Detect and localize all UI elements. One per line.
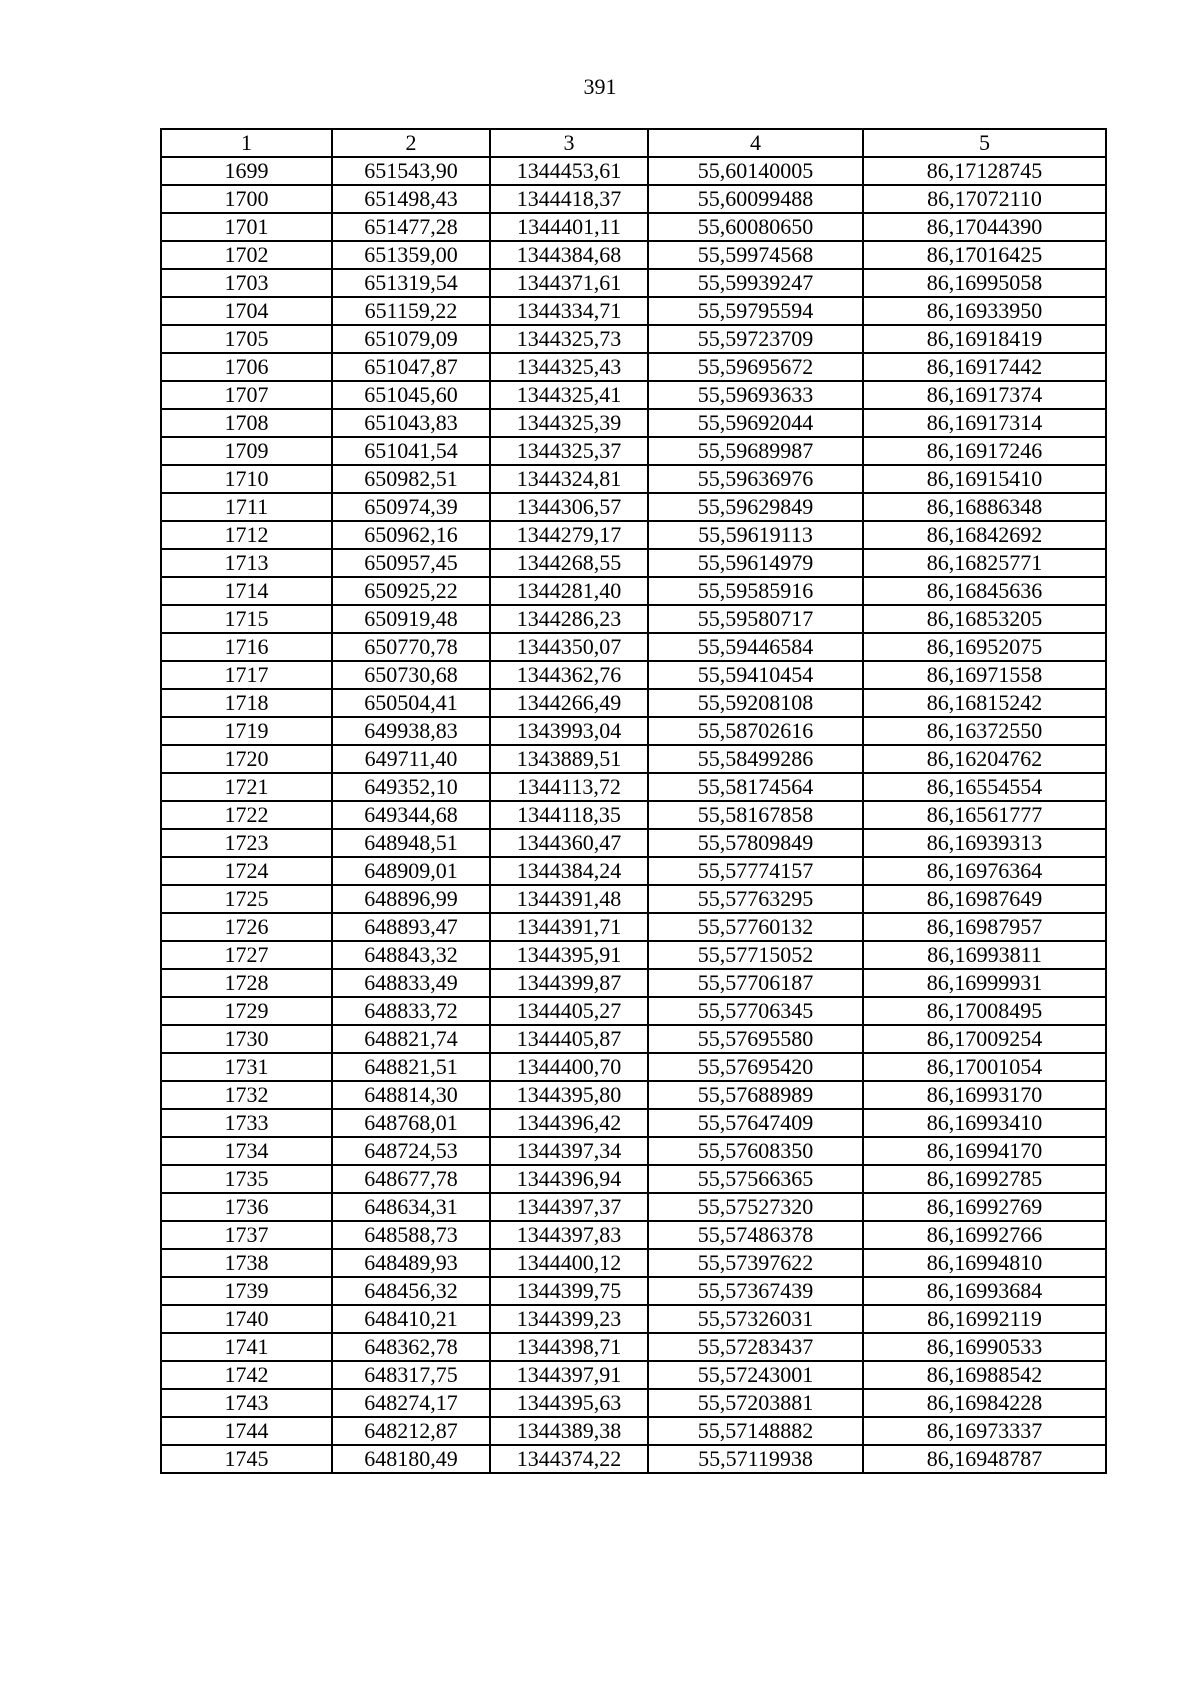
table-row <box>161 913 1106 941</box>
table-cell: 1731 <box>161 1053 332 1081</box>
table-row <box>161 1081 1106 1109</box>
table-row <box>161 857 1106 885</box>
table-cell: 648821,74 <box>332 1025 490 1053</box>
table-cell: 86,16993684 <box>863 1277 1106 1305</box>
table-row <box>161 1193 1106 1221</box>
table-cell: 86,16917246 <box>863 437 1106 465</box>
table-cell: 1736 <box>161 1193 332 1221</box>
table-cell: 86,16971558 <box>863 661 1106 689</box>
table-cell: 86,16988542 <box>863 1361 1106 1389</box>
table-cell: 86,16995058 <box>863 269 1106 297</box>
table-cell: 1721 <box>161 773 332 801</box>
table-cell: 648893,47 <box>332 913 490 941</box>
table-cell: 55,59939247 <box>648 269 863 297</box>
table-cell: 86,17009254 <box>863 1025 1106 1053</box>
table-cell: 86,16845636 <box>863 577 1106 605</box>
table-cell: 1344118,35 <box>490 801 648 829</box>
table-cell: 648833,72 <box>332 997 490 1025</box>
table-cell: 1715 <box>161 605 332 633</box>
table-cell: 1344113,72 <box>490 773 648 801</box>
table-cell: 1344397,37 <box>490 1193 648 1221</box>
table-cell: 1344401,11 <box>490 213 648 241</box>
table-cell: 55,57486378 <box>648 1221 863 1249</box>
table-cell: 86,16918419 <box>863 325 1106 353</box>
table-cell: 55,57695420 <box>648 1053 863 1081</box>
table-cell: 1723 <box>161 829 332 857</box>
table-row <box>161 1305 1106 1333</box>
table-row <box>161 1221 1106 1249</box>
table-cell: 55,57527320 <box>648 1193 863 1221</box>
table-cell: 648724,53 <box>332 1137 490 1165</box>
table-cell: 55,59410454 <box>648 661 863 689</box>
table-cell: 86,16372550 <box>863 717 1106 745</box>
table-cell: 1699 <box>161 157 332 185</box>
table-cell: 1727 <box>161 941 332 969</box>
table-cell: 1705 <box>161 325 332 353</box>
table-cell: 1709 <box>161 437 332 465</box>
table-cell: 650982,51 <box>332 465 490 493</box>
table-cell: 648768,01 <box>332 1109 490 1137</box>
table-cell: 55,58499286 <box>648 745 863 773</box>
table-cell: 648317,75 <box>332 1361 490 1389</box>
table-cell: 55,57695580 <box>648 1025 863 1053</box>
table-cell: 55,57688989 <box>648 1081 863 1109</box>
table-cell: 1344399,23 <box>490 1305 648 1333</box>
table-cell: 1344405,27 <box>490 997 648 1025</box>
table-cell: 86,16917442 <box>863 353 1106 381</box>
table-cell: 1344374,22 <box>490 1445 648 1473</box>
table-row <box>161 801 1106 829</box>
table-cell: 1344453,61 <box>490 157 648 185</box>
table-cell: 55,57608350 <box>648 1137 863 1165</box>
table-cell: 86,16993811 <box>863 941 1106 969</box>
table-row <box>161 353 1106 381</box>
table-row <box>161 493 1106 521</box>
table-cell: 1733 <box>161 1109 332 1137</box>
table-cell: 1344350,07 <box>490 633 648 661</box>
table-row <box>161 997 1106 1025</box>
table-cell: 648896,99 <box>332 885 490 913</box>
table-cell: 1344398,71 <box>490 1333 648 1361</box>
table-cell: 651498,43 <box>332 185 490 213</box>
table-cell: 1344405,87 <box>490 1025 648 1053</box>
table-cell: 648410,21 <box>332 1305 490 1333</box>
table-cell: 651043,83 <box>332 409 490 437</box>
table-cell: 1724 <box>161 857 332 885</box>
table-cell: 86,16994170 <box>863 1137 1106 1165</box>
table-cell: 1344395,91 <box>490 941 648 969</box>
coordinates-table <box>160 128 1107 1474</box>
table-cell: 1740 <box>161 1305 332 1333</box>
table-cell: 86,16554554 <box>863 773 1106 801</box>
table-cell: 648362,78 <box>332 1333 490 1361</box>
table-row <box>161 437 1106 465</box>
table-row <box>161 1025 1106 1053</box>
table-cell: 649711,40 <box>332 745 490 773</box>
table-cell: 86,16992119 <box>863 1305 1106 1333</box>
table-cell: 1741 <box>161 1333 332 1361</box>
table-cell: 1344399,75 <box>490 1277 648 1305</box>
table-cell: 1730 <box>161 1025 332 1053</box>
table-cell: 648833,49 <box>332 969 490 997</box>
column-header: 5 <box>863 129 1106 157</box>
table-cell: 55,59208108 <box>648 689 863 717</box>
table-cell: 1344325,37 <box>490 437 648 465</box>
table-cell: 1716 <box>161 633 332 661</box>
table-row <box>161 1277 1106 1305</box>
table-cell: 1344325,41 <box>490 381 648 409</box>
table-cell: 86,16939313 <box>863 829 1106 857</box>
table-cell: 650957,45 <box>332 549 490 577</box>
table-cell: 651047,87 <box>332 353 490 381</box>
column-header: 3 <box>490 129 648 157</box>
table-cell: 86,16992785 <box>863 1165 1106 1193</box>
table-cell: 55,57119938 <box>648 1445 863 1473</box>
table-cell: 648948,51 <box>332 829 490 857</box>
table-cell: 1344395,63 <box>490 1389 648 1417</box>
table-row <box>161 269 1106 297</box>
table-cell: 86,16853205 <box>863 605 1106 633</box>
table-row <box>161 1165 1106 1193</box>
table-cell: 648814,30 <box>332 1081 490 1109</box>
column-header: 2 <box>332 129 490 157</box>
table-cell: 649938,83 <box>332 717 490 745</box>
table-cell: 86,16933950 <box>863 297 1106 325</box>
table-row <box>161 409 1106 437</box>
table-cell: 1344396,94 <box>490 1165 648 1193</box>
table-cell: 86,16984228 <box>863 1389 1106 1417</box>
table-cell: 55,57148882 <box>648 1417 863 1445</box>
table-cell: 1344279,17 <box>490 521 648 549</box>
table-row <box>161 1249 1106 1277</box>
table-header-row <box>161 129 1106 157</box>
table-cell: 650962,16 <box>332 521 490 549</box>
table-cell: 86,17001054 <box>863 1053 1106 1081</box>
table-cell: 55,58167858 <box>648 801 863 829</box>
table-cell: 1344384,68 <box>490 241 648 269</box>
table-cell: 86,17016425 <box>863 241 1106 269</box>
table-row <box>161 213 1106 241</box>
table-cell: 1344397,83 <box>490 1221 648 1249</box>
table-cell: 1734 <box>161 1137 332 1165</box>
table-cell: 55,59723709 <box>648 325 863 353</box>
table-cell: 86,16973337 <box>863 1417 1106 1445</box>
table-cell: 55,57774157 <box>648 857 863 885</box>
table-row <box>161 1137 1106 1165</box>
column-header: 1 <box>161 129 332 157</box>
table-cell: 1710 <box>161 465 332 493</box>
table-row <box>161 969 1106 997</box>
table-cell: 1735 <box>161 1165 332 1193</box>
table-cell: 651359,00 <box>332 241 490 269</box>
table-cell: 1704 <box>161 297 332 325</box>
table-cell: 650770,78 <box>332 633 490 661</box>
table-row <box>161 381 1106 409</box>
table-cell: 1739 <box>161 1277 332 1305</box>
table-cell: 650974,39 <box>332 493 490 521</box>
table-body <box>161 157 1106 1473</box>
table-cell: 648909,01 <box>332 857 490 885</box>
table-cell: 1738 <box>161 1249 332 1277</box>
table-cell: 1711 <box>161 493 332 521</box>
table-cell: 651543,90 <box>332 157 490 185</box>
table-cell: 648456,32 <box>332 1277 490 1305</box>
table-cell: 86,16886348 <box>863 493 1106 521</box>
table-cell: 648843,32 <box>332 941 490 969</box>
table-cell: 1729 <box>161 997 332 1025</box>
table-row <box>161 605 1106 633</box>
table-cell: 1719 <box>161 717 332 745</box>
table-cell: 55,59692044 <box>648 409 863 437</box>
table-cell: 1344362,76 <box>490 661 648 689</box>
table-cell: 648588,73 <box>332 1221 490 1249</box>
table-cell: 1344371,61 <box>490 269 648 297</box>
table-cell: 55,58174564 <box>648 773 863 801</box>
table-cell: 1713 <box>161 549 332 577</box>
table-cell: 55,59636976 <box>648 465 863 493</box>
table-row <box>161 773 1106 801</box>
table-cell: 649352,10 <box>332 773 490 801</box>
table-cell: 1343889,51 <box>490 745 648 773</box>
table-row <box>161 577 1106 605</box>
table-row <box>161 829 1106 857</box>
table-row <box>161 297 1106 325</box>
table-cell: 648634,31 <box>332 1193 490 1221</box>
table-row <box>161 717 1106 745</box>
table-cell: 1743 <box>161 1389 332 1417</box>
table-row <box>161 157 1106 185</box>
table-cell: 86,17072110 <box>863 185 1106 213</box>
table-cell: 55,59629849 <box>648 493 863 521</box>
table-cell: 1344306,57 <box>490 493 648 521</box>
table-cell: 1344324,81 <box>490 465 648 493</box>
table-row <box>161 521 1106 549</box>
table-cell: 55,57203881 <box>648 1389 863 1417</box>
table-cell: 86,16999931 <box>863 969 1106 997</box>
table-cell: 86,16992766 <box>863 1221 1106 1249</box>
table-cell: 55,59795594 <box>648 297 863 325</box>
table-cell: 55,57397622 <box>648 1249 863 1277</box>
table-cell: 55,57326031 <box>648 1305 863 1333</box>
table-row <box>161 241 1106 269</box>
table-cell: 1703 <box>161 269 332 297</box>
table-cell: 1344418,37 <box>490 185 648 213</box>
table-cell: 1344325,43 <box>490 353 648 381</box>
table-cell: 1344325,39 <box>490 409 648 437</box>
table-cell: 55,60140005 <box>648 157 863 185</box>
table-cell: 651477,28 <box>332 213 490 241</box>
table-cell: 86,16815242 <box>863 689 1106 717</box>
table-row <box>161 1389 1106 1417</box>
table-row <box>161 745 1106 773</box>
table-row <box>161 465 1106 493</box>
table-cell: 1714 <box>161 577 332 605</box>
table-cell: 55,59446584 <box>648 633 863 661</box>
table-cell: 86,17128745 <box>863 157 1106 185</box>
table-cell: 1344360,47 <box>490 829 648 857</box>
table-cell: 1344281,40 <box>490 577 648 605</box>
table-cell: 648489,93 <box>332 1249 490 1277</box>
table-cell: 1344397,34 <box>490 1137 648 1165</box>
table-cell: 55,60099488 <box>648 185 863 213</box>
table-cell: 55,57809849 <box>648 829 863 857</box>
table-cell: 1742 <box>161 1361 332 1389</box>
table-row <box>161 1053 1106 1081</box>
table-cell: 1344399,87 <box>490 969 648 997</box>
table-cell: 55,57243001 <box>648 1361 863 1389</box>
table-cell: 86,16993170 <box>863 1081 1106 1109</box>
table-cell: 55,57566365 <box>648 1165 863 1193</box>
table-cell: 648212,87 <box>332 1417 490 1445</box>
table-cell: 55,60080650 <box>648 213 863 241</box>
table-cell: 1745 <box>161 1445 332 1473</box>
table-cell: 1344391,48 <box>490 885 648 913</box>
table-cell: 55,59974568 <box>648 241 863 269</box>
table-cell: 1702 <box>161 241 332 269</box>
table-cell: 651159,22 <box>332 297 490 325</box>
table-cell: 651041,54 <box>332 437 490 465</box>
table-cell: 1700 <box>161 185 332 213</box>
table-cell: 1728 <box>161 969 332 997</box>
table-cell: 1707 <box>161 381 332 409</box>
table-cell: 1712 <box>161 521 332 549</box>
table-cell: 1344400,70 <box>490 1053 648 1081</box>
table-cell: 1720 <box>161 745 332 773</box>
table-row <box>161 633 1106 661</box>
table-row <box>161 1445 1106 1473</box>
table-cell: 651045,60 <box>332 381 490 409</box>
table-cell: 1344397,91 <box>490 1361 648 1389</box>
table-cell: 86,16990533 <box>863 1333 1106 1361</box>
table-row <box>161 549 1106 577</box>
table-cell: 1344266,49 <box>490 689 648 717</box>
table-cell: 1718 <box>161 689 332 717</box>
table-cell: 648274,17 <box>332 1389 490 1417</box>
table-cell: 1344384,24 <box>490 857 648 885</box>
table-cell: 1344400,12 <box>490 1249 648 1277</box>
table-cell: 86,16917374 <box>863 381 1106 409</box>
table-cell: 55,57715052 <box>648 941 863 969</box>
table-cell: 55,57760132 <box>648 913 863 941</box>
table-cell: 648821,51 <box>332 1053 490 1081</box>
table-cell: 86,16993410 <box>863 1109 1106 1137</box>
table-cell: 650504,41 <box>332 689 490 717</box>
table-row <box>161 885 1106 913</box>
table-cell: 86,16915410 <box>863 465 1106 493</box>
table-row <box>161 325 1106 353</box>
table-cell: 1744 <box>161 1417 332 1445</box>
table-row <box>161 185 1106 213</box>
table-cell: 86,16561777 <box>863 801 1106 829</box>
table-cell: 1344325,73 <box>490 325 648 353</box>
table-cell: 86,16976364 <box>863 857 1106 885</box>
table-row <box>161 1333 1106 1361</box>
table-cell: 86,16948787 <box>863 1445 1106 1473</box>
table-cell: 1344396,42 <box>490 1109 648 1137</box>
table-cell: 86,16994810 <box>863 1249 1106 1277</box>
table-row <box>161 1109 1106 1137</box>
table-cell: 86,17044390 <box>863 213 1106 241</box>
table-cell: 650925,22 <box>332 577 490 605</box>
table-cell: 1344286,23 <box>490 605 648 633</box>
table-cell: 55,57647409 <box>648 1109 863 1137</box>
table-cell: 55,59619113 <box>648 521 863 549</box>
table-cell: 55,57367439 <box>648 1277 863 1305</box>
table-cell: 1725 <box>161 885 332 913</box>
table-cell: 86,16952075 <box>863 633 1106 661</box>
table-cell: 1708 <box>161 409 332 437</box>
table-cell: 86,17008495 <box>863 997 1106 1025</box>
table-cell: 86,16987649 <box>863 885 1106 913</box>
table-cell: 55,57706345 <box>648 997 863 1025</box>
table-cell: 1344334,71 <box>490 297 648 325</box>
table-cell: 86,16987957 <box>863 913 1106 941</box>
table-cell: 86,16992769 <box>863 1193 1106 1221</box>
table-cell: 55,59585916 <box>648 577 863 605</box>
table-cell: 1344395,80 <box>490 1081 648 1109</box>
table-cell: 650730,68 <box>332 661 490 689</box>
table-cell: 55,57706187 <box>648 969 863 997</box>
table-cell: 55,59693633 <box>648 381 863 409</box>
table-cell: 1717 <box>161 661 332 689</box>
table-cell: 1722 <box>161 801 332 829</box>
table-cell: 650919,48 <box>332 605 490 633</box>
page-number: 391 <box>583 74 617 99</box>
table-cell: 55,57283437 <box>648 1333 863 1361</box>
table-cell: 1344391,71 <box>490 913 648 941</box>
table-cell: 651319,54 <box>332 269 490 297</box>
table-cell: 86,16917314 <box>863 409 1106 437</box>
table-cell: 1706 <box>161 353 332 381</box>
table-cell: 86,16825771 <box>863 549 1106 577</box>
table-cell: 86,16842692 <box>863 521 1106 549</box>
table-cell: 55,59695672 <box>648 353 863 381</box>
table-cell: 1344389,38 <box>490 1417 648 1445</box>
table-cell: 1732 <box>161 1081 332 1109</box>
table-row <box>161 1361 1106 1389</box>
table-cell: 1726 <box>161 913 332 941</box>
table-cell: 1737 <box>161 1221 332 1249</box>
table-row <box>161 661 1106 689</box>
table-cell: 1343993,04 <box>490 717 648 745</box>
table-cell: 55,59689987 <box>648 437 863 465</box>
table-cell: 649344,68 <box>332 801 490 829</box>
column-header: 4 <box>648 129 863 157</box>
table-row <box>161 1417 1106 1445</box>
table-cell: 651079,09 <box>332 325 490 353</box>
table-cell: 55,57763295 <box>648 885 863 913</box>
table-cell: 55,59614979 <box>648 549 863 577</box>
table-cell: 86,16204762 <box>863 745 1106 773</box>
table-cell: 648677,78 <box>332 1165 490 1193</box>
table-cell: 1701 <box>161 213 332 241</box>
table-cell: 55,58702616 <box>648 717 863 745</box>
table-cell: 648180,49 <box>332 1445 490 1473</box>
table-row <box>161 941 1106 969</box>
table-row <box>161 689 1106 717</box>
table-cell: 55,59580717 <box>648 605 863 633</box>
table-cell: 1344268,55 <box>490 549 648 577</box>
